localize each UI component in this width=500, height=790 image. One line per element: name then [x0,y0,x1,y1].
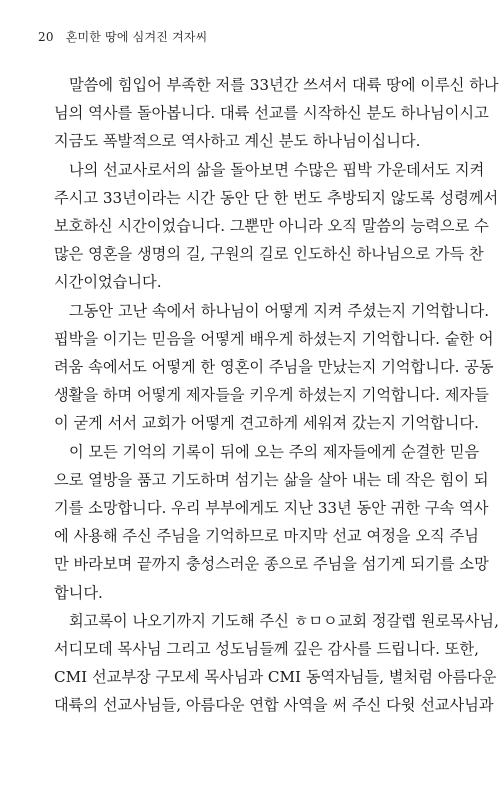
text-line: 려움 속에서도 어떻게 한 영혼이 주님을 만났는지 기억합니다. 공동 [54,358,494,377]
text-line: 생활을 하며 어떻게 제자들을 키우게 하셨는지 기억합니다. 제자들 [54,386,489,405]
running-head [38,28,207,45]
text-line: 만 바라보며 끝까지 충성스러운 종으로 주님을 섬기게 되기를 소망 [54,555,489,574]
text-line: 이 모든 기억의 기록이 뒤에 오는 주의 제자들에게 순결한 믿음 [69,442,480,461]
text-line: 지금도 폭발적으로 역사하고 계신 분도 하나님이십니다. [54,132,421,151]
body-text [54,71,499,720]
running-title: 혼미한 땅에 심겨진 겨자씨 [65,30,208,44]
paragraph [54,438,489,607]
text-line: 보호하신 시간이었습니다. 그뿐만 아니라 오직 말씀의 능력으로 수 [54,217,489,236]
text-line: 에 사용해 주신 주님을 기억하므로 마지막 선교 여정을 오직 주님 [54,527,479,546]
text-line: 말씀에 힘입어 부족한 저를 33년간 쓰셔서 대륙 땅에 이루신 하나 [69,76,499,94]
text-line: 그동안 고난 속에서 하나님이 어떻게 지켜 주셨는지 기억합니다. [69,301,490,320]
text-line: CMI 선교부장 구모세 목사님과 CMI 동역자님들, 별처럼 아름다운 [54,668,497,687]
text-line: 서디모데 목사님 그리고 성도님들께 깊은 감사를 드립니다. 또한, [54,640,479,659]
text-line: 이 굳게 서서 교회가 어떻게 견고하게 세워져 갔는지 기억합니다. [54,414,479,433]
text-line: 기를 소망합니다. 우리 부부에게도 지난 33년 동안 귀한 구속 역사 [54,499,489,518]
page-number: 20 [38,30,54,44]
paragraph [54,156,499,297]
text-line: 대륙의 선교사님들, 아름다운 연합 사역을 써 주신 다윗 선교사님과 [54,696,494,715]
text-line: 시간이었습니다. [54,273,162,292]
text-line: 나의 선교사로서의 삶을 돌아보면 수많은 핍박 가운데서도 지켜 [69,160,485,179]
paragraph [54,297,494,438]
paragraph [54,71,499,156]
text-line: 주시고 33년이라는 시간 동안 단 한 번도 추방되지 않도록 성령께서 [54,188,499,207]
text-line: 많은 영혼을 생명의 길, 구원의 길로 인도하신 하나님으로 가득 찬 [54,245,484,264]
text-line: 님의 역사를 돌아봅니다. 대륙 선교를 시작하신 분도 하나님이시고 [54,104,489,123]
text-line: 으로 열방을 품고 기도하며 섬기는 삶을 살아 내는 데 작은 힘이 되 [54,470,489,489]
paragraph [54,607,499,720]
text-line: 회고록이 나오기까지 기도해 주신 ㅎㅁㅇ교회 정갈렙 원로목사님, [69,611,499,630]
text-line: 합니다. [54,583,103,602]
text-line: 핍박을 이기는 믿음을 어떻게 배우게 하셨는지 기억합니다. 숱한 어 [54,329,494,348]
